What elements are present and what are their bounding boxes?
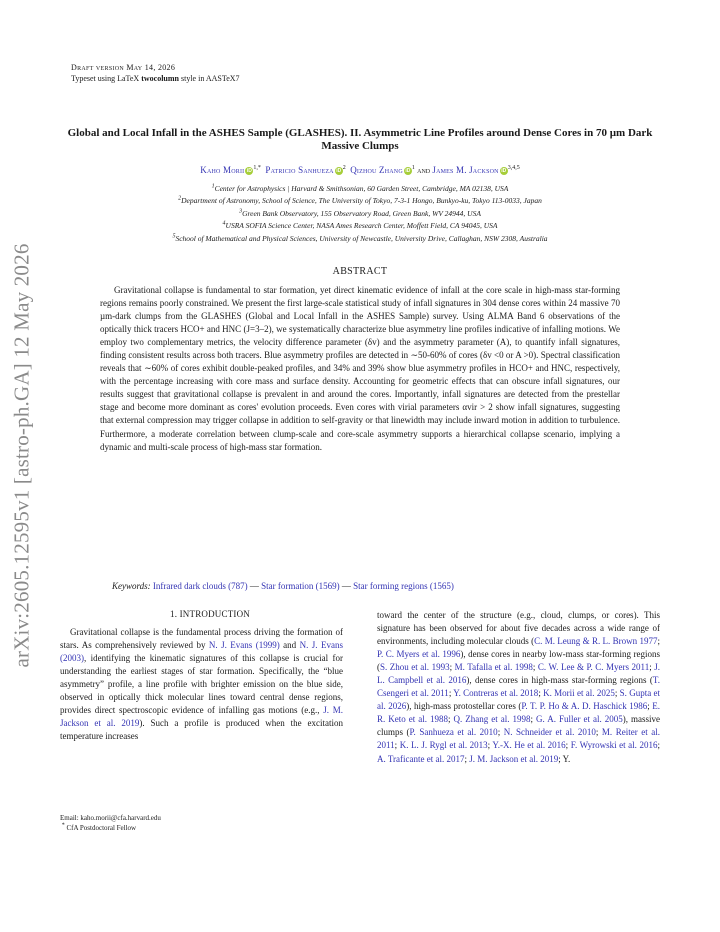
citation-link[interactable]: S. Zhou et al. 1993 [380,662,450,673]
author-marks-1: 1,* [253,165,261,171]
citation-link[interactable]: P. C. Myers et al. 1996 [377,649,461,660]
citation-link[interactable]: N. Schneider et al. 2010 [503,727,596,738]
body-text: and [279,640,300,651]
body-text: ), dense cores in high-mass star-forming regions ( [466,675,653,686]
intro-left-column [60,626,343,743]
author-marks-3: 1 [411,165,415,171]
citation-link[interactable]: P. T. P. Ho & A. D. Haschick 1986 [521,701,648,712]
citation-link[interactable]: E. R. Keto et al. 1988 [377,701,661,725]
body-text: Gravitational collapse is the fundamental process driving the formation of stars. As comprehensively reviewed by [60,627,343,651]
body-text: ), dense cores in nearby low-mass star-forming regions ( [377,649,661,673]
body-text: ; [595,727,602,738]
citation-link[interactable]: T. Csengeri et al. 2011 [377,675,660,699]
authors-and: and [417,165,431,175]
body-text: ; [532,662,538,673]
affiliation-number: 4 [222,220,226,227]
affiliation-number: 5 [172,233,176,240]
affiliation-text: Department of Astronomy, School of Science, The University of Tokyo, 7-3-1 Hongo, Bunkyo-ku, Tokyo 113-0033, Japan [181,196,542,206]
body-text: ; [657,636,661,647]
citation-link[interactable]: S. Gupta et al. 2026 [377,688,660,712]
arxiv-identifier-stamp [2,230,42,680]
affiliation-text: Green Bank Observatory, 155 Observatory Road, Green Bank, WV 24944, USA [242,208,481,218]
affiliation-number: 1 [211,183,215,190]
affiliation [60,183,660,195]
keyword-separator: — [339,581,354,591]
intro-right-column [377,609,660,766]
arxiv-stamp-text: arXiv:2605.12595v1 [astro-ph.GA] 12 May 2026 [9,242,34,668]
footnote-fellow-text: CfA Postdoctoral Fellow [66,824,137,832]
author-name-2[interactable]: Patricio Sanhueza [265,165,334,175]
citation-link[interactable]: Y. Contreras et al. 2018 [453,688,539,699]
body-text: ; [614,688,620,699]
citation-link[interactable]: C. M. Leung & R. L. Brown 1977 [534,636,658,647]
citation-link[interactable]: N. J. Evans (2003) [60,640,343,664]
author-marks-2: 2 [342,165,346,171]
body-text: toward the center of the structure (e.g., cloud, clumps, or cores). This signature has been observed for about five decades across a wide range of environments, including molecular clouds ( [377,610,660,647]
affiliation-text: Center for Astrophysics | Harvard & Smithsonian, 60 Garden Street, Cambridge, MA 02138, USA [214,184,509,193]
body-text: , identifying the kinematic signatures of this collapse is crucial for understanding the earliest stages of star formation. Specifically, the “blue asymmetry” profile, a line profile with brighter emission on the blue side, observed in optically thick molecular lines toward central dense regions, provides direct spectroscopic evidence of infalling gas motions (e.g., [60,653,343,716]
abstract-heading: ABSTRACT [332,266,388,277]
affiliation [60,220,660,232]
latex-logo: LaTeX [117,74,140,83]
orcid-icon[interactable]: iD [405,168,411,174]
affiliation-text: School of Mathematical and Physical Sciences, University of Newcastle, University Drive, Callaghan, NSW 2308, Australia [175,233,548,243]
citation-link[interactable]: Y.-X. He et al. 2016 [492,740,566,751]
affiliation-text: USRA SOFIA Science Center, NASA Ames Research Center, Moffett Field, CA 94045, USA [225,221,498,231]
body-text: ; [649,662,655,673]
author-name-1[interactable]: Kaho Morii [200,165,245,175]
keyword-separator: — [247,581,262,591]
citation-link[interactable]: Q. Zhang et al. 1998 [453,714,531,725]
abstract-text: Gravitational collapse is fundamental to star formation, yet direct kinematic evidence of infall at the core scale in high-mass star-forming regions remains poorly constrained. We present the first large-scale statistical study of infall signatures in 304 dense cores within 24 massive 70 µm-dark clumps from the GLASHES (Global and Local Infall in the ASHES Sample) survey. Using ALMA Band 6 observations of the optically thick tracers HCO+ and HNC (J=3–2), we systematically characterize blue asymmetry line profiles indicative of infalling motions. We employ two complementary metrics, the velocity difference parameter (δv) and the asymmetry parameter (A), to quantify infall signatures, finding consistent results across both tracers. Blue asymmetry profiles are detected in ∼50-60% of cores (δv <0 or A >0). Spectral classification reveals that ∼60% of cores exhibit double-peaked profiles, and 34% and 39% show blue asymmetry profiles in HCO+ and HNC, respectively, with the percentage increasing with core mass and surface density. Accounting for geometric effects that can obscure infall signatures, our results suggest that gravitational collapse is prevalent in and around the cores. Importantly, infall signatures are detected from the prestellar stage and become more dominant as cores' evolution proceeds. Even cores with virial parameters αvir > 2 show infall signatures, suggesting that external compression may trigger collapse in addition to self-gravity or that linewidth may include inward motion in addition to turbulence. Furthermore, a moderate correlation between clump-scale and core-scale asymmetry supports a hierarchical collapse scenario, implying a dynamic and multi-scale process of high-mass star formation. [100,285,620,452]
body-text: ; [647,701,653,712]
author-name-3[interactable]: Qizhou Zhang [350,165,403,175]
typeset-style-name: twocolumn [141,74,179,83]
body-text: ; [447,714,454,725]
citation-link[interactable]: C. W. Lee & P. C. Myers 2011 [537,662,650,673]
body-text: ), massive clumps ( [377,714,660,738]
footnote-mark: * [61,822,65,829]
body-text: ). Such a profile is produced when the excitation temperature increases [60,718,343,742]
draft-version-label: Draft version May 14, 2026 [71,63,176,72]
citation-link[interactable]: K. Morii et al. 2025 [543,688,615,699]
body-text: ; [657,740,660,751]
citation-link[interactable]: J. M. Jackson et al. 2019 [60,705,343,729]
keyword-link[interactable]: Star formation (1569) [261,581,340,591]
author-marks-4: 3,4,5 [507,165,520,171]
affiliation-list [60,183,660,245]
body-text: ; [497,727,504,738]
affiliation [60,208,660,220]
citation-link[interactable]: M. Reiter et al. 2011 [377,727,660,751]
citation-link[interactable]: K. L. J. Rygl et al. 2013 [399,740,488,751]
affiliation [60,233,660,245]
body-text: ), high-mass protostellar cores ( [406,701,522,712]
author-name-4[interactable]: James M. Jackson [432,165,499,175]
orcid-icon[interactable]: iD [336,168,342,174]
orcid-icon[interactable]: iD [501,168,507,174]
affiliation-number: 2 [178,195,182,202]
citation-link[interactable]: A. Traficante et al. 2017 [377,753,465,764]
citation-link[interactable]: M. Tafalla et al. 1998 [454,662,533,673]
body-text: ; [565,740,571,751]
typeset-prefix: Typeset using [71,74,118,83]
keywords-line [112,581,454,592]
citation-link[interactable]: J. M. Jackson et al. 2019 [469,753,559,764]
author-list [60,164,660,176]
citation-link[interactable]: J. L. Campbell et al. 2016 [377,662,661,686]
body-text: ; [394,740,400,751]
typeset-suffix: style in AASTeX7 [178,74,240,83]
affiliation [60,195,660,207]
citation-link[interactable]: N. J. Evans (1999) [208,640,280,651]
footnote-email: Email: kaho.morii@cfa.harvard.edu [60,814,161,822]
footnote-fellow [60,823,161,833]
body-text: ; Y. [558,753,571,764]
paper-title: Global and Local Infall in the ASHES Sample (GLASHES). II. Asymmetric Line Profiles around Dense Cores in 70 µm Dark Massive Clumps [67,127,653,152]
typeset-line [71,73,240,84]
body-text: ; [464,753,470,764]
body-text: ; [449,662,455,673]
body-text: ; [487,740,493,751]
body-text: ; [538,688,544,699]
keyword-link[interactable]: Infrared dark clouds (787) [152,581,248,591]
preamble [71,62,240,84]
orcid-icon[interactable]: iD [246,168,252,174]
body-text: ; [530,714,536,725]
citation-link[interactable]: P. Sanhueza et al. 2010 [409,727,498,738]
keyword-link[interactable]: Star forming regions (1565) [353,581,454,591]
section-heading-introduction: 1. INTRODUCTION [170,609,250,619]
body-text: ; [448,688,454,699]
affiliation-number: 3 [239,208,243,215]
citation-link[interactable]: F. Wyrowski et al. 2016 [570,740,658,751]
keywords-label: Keywords: [112,581,151,591]
citation-link[interactable]: G. A. Fuller et al. 2005 [535,714,623,725]
footnotes [60,813,161,833]
